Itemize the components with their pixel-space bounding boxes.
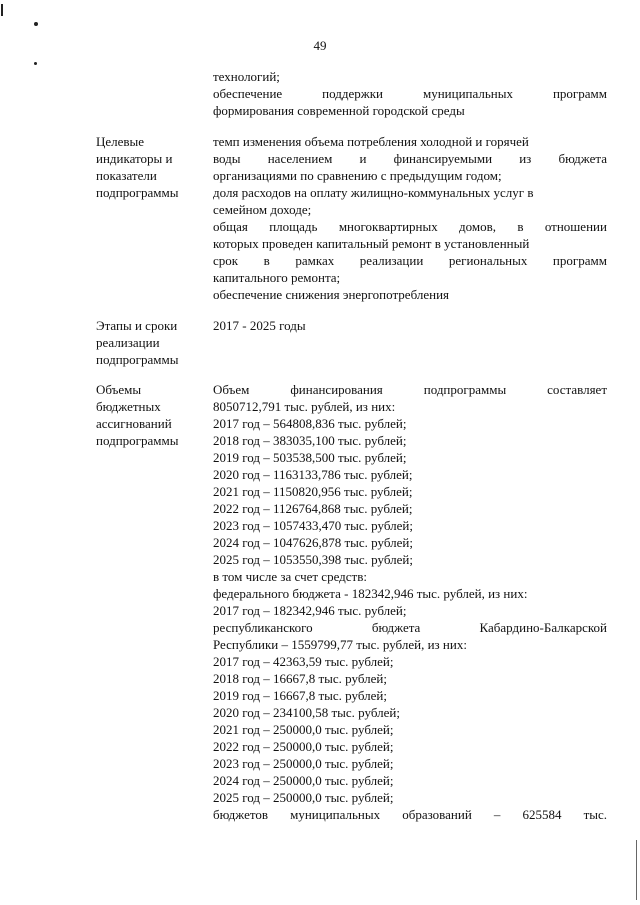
budget-label: Объемы бюджетных ассигнований подпрограммы	[96, 382, 179, 448]
text-line: обеспечение поддержки муниципальных программ	[213, 86, 607, 101]
text-line: 2025 год – 250000,0 тыс. рублей;	[213, 790, 394, 805]
scan-mark	[34, 22, 38, 26]
scan-mark	[1, 4, 3, 16]
text-line: 2022 год – 1126764,868 тыс. рублей;	[213, 501, 413, 516]
text-line: 2020 год – 1163133,786 тыс. рублей;	[213, 467, 413, 482]
text-line: воды населением и финансируемыми из бюджета	[213, 151, 607, 166]
text-line: 2017 год – 182342,946 тыс. рублей;	[213, 603, 407, 618]
text-line: 2025 год – 1053550,398 тыс. рублей;	[213, 552, 413, 567]
text-line: Республики – 1559799,77 тыс. рублей, из них:	[213, 637, 467, 652]
intro-text	[213, 68, 607, 119]
text-line: 2022 год – 250000,0 тыс. рублей;	[213, 739, 394, 754]
text-line: 2017 - 2025 годы	[213, 318, 306, 333]
text-line: 2023 год – 250000,0 тыс. рублей;	[213, 756, 394, 771]
stages-label: Этапы и сроки реализации подпрограммы	[96, 318, 179, 367]
text-line: обеспечение снижения энергопотребления	[213, 287, 450, 302]
text-line: общая площадь многоквартирных домов, в отношении	[213, 219, 607, 234]
page-number: 49	[313, 38, 327, 53]
text-line: 2019 год – 16667,8 тыс. рублей;	[213, 688, 387, 703]
text-line: 8050712,791 тыс. рублей, из них:	[213, 399, 396, 414]
text-line: 2021 год – 250000,0 тыс. рублей;	[213, 722, 394, 737]
text-line: республиканского бюджета Кабардино-Балкарской	[213, 620, 607, 635]
text-line: 2021 год – 1150820,956 тыс. рублей;	[213, 484, 413, 499]
scan-mark	[34, 62, 37, 65]
text-line: срок в рамках реализации региональных программ	[213, 253, 607, 268]
text-line: организациями по сравнению с предыдущим годом;	[213, 168, 502, 183]
text-line: 2017 год – 564808,836 тыс. рублей;	[213, 416, 407, 431]
text-line: темп изменения объема потребления холодной и горячей	[213, 134, 529, 149]
text-line: технологий;	[213, 69, 280, 84]
text-line: бюджетов муниципальных образований – 625584 тыс.	[213, 807, 607, 822]
text-line: 2017 год – 42363,59 тыс. рублей;	[213, 654, 394, 669]
text-line: которых проведен капитальный ремонт в установленный	[213, 236, 530, 251]
text-line: в том числе за счет средств:	[213, 569, 367, 584]
text-line: 2023 год – 1057433,470 тыс. рублей;	[213, 518, 413, 533]
text-line: 2018 год – 16667,8 тыс. рублей;	[213, 671, 387, 686]
text-line: капитального ремонта;	[213, 270, 341, 285]
scan-mark	[636, 840, 637, 900]
text-line: федерального бюджета - 182342,946 тыс. рублей, из них:	[213, 586, 528, 601]
text-line: формирования современной городской среды	[213, 103, 465, 118]
text-line: 2018 год – 383035,100 тыс. рублей;	[213, 433, 407, 448]
targets-value	[213, 133, 607, 303]
text-line: 2024 год – 250000,0 тыс. рублей;	[213, 773, 394, 788]
text-line: Объем финансирования подпрограммы составляет	[213, 382, 607, 397]
budget-value	[213, 381, 607, 823]
stages-value	[213, 317, 607, 334]
text-line: доля расходов на оплату жилищно-коммунальных услуг в	[213, 185, 534, 200]
text-line: семейном доходе;	[213, 202, 312, 217]
text-line: 2020 год – 234100,58 тыс. рублей;	[213, 705, 400, 720]
text-line: 2024 год – 1047626,878 тыс. рублей;	[213, 535, 413, 550]
text-line: 2019 год – 503538,500 тыс. рублей;	[213, 450, 407, 465]
targets-label: Целевые индикаторы и показатели подпрограммы	[96, 134, 179, 200]
